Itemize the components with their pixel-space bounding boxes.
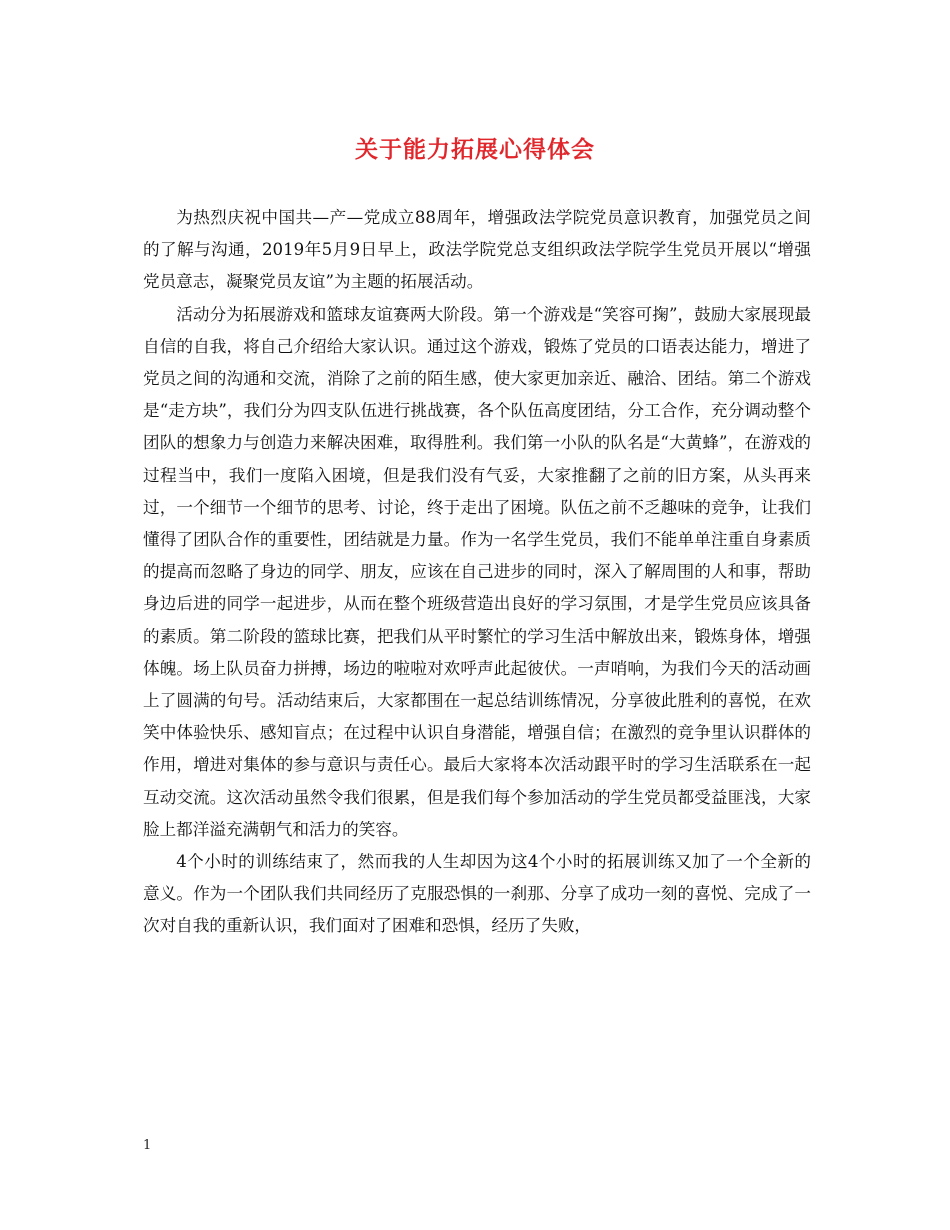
document-title: 关于能力拓展心得体会 [355,137,595,163]
page-number: 1 [143,1138,152,1153]
paragraph-2: 活动分为拓展游戏和篮球友谊赛两大阶段。第一个游戏是“笑容可掬”，鼓励大家展现最自信的自我，将自己介绍给大家认识。通过这个游戏，锻炼了党员的口语表达能力，增进了党员之间的沟通和交流，消除了之前的陌生感，使大家更加亲近、融洽、团结。第二个游戏是“走方块”，我们分为四支队伍进行挑战赛，各个队伍高度团结，分工合作，充分调动整个团队的想象力与创造力来解决困难，取得胜利。我们第一小队的队名是“大黄蜂”，在游戏的过程当中，我们一度陷入困境，但是我们没有气妥，大家推翻了之前的旧方案，从头再来过，一个细节一个细节的思考、讨论，终于走出了困境。队伍之前不乏趣味的竞争，让我们懂得了团队合作的重要性，团结就是力量。作为一名学生党员，我们不能单单注重自身素质的提高而忽略了身边的同学、朋友，应该在自己进步的同时，深入了解周围的人和事，帮助身边后进的同学一起进步，从而在整个班级营造出良好的学习氛围，才是学生党员应该具备的素质。第二阶段的篮球比赛，把我们从平时繁忙的学习生活中解放出来，锻炼身体，增强体魄。场上队员奋力拼搏，场边的啦啦对欢呼声此起彼伏。一声哨响，为我们今天的活动画上了圆满的句号。活动结束后，大家都围在一起总结训练情况，分享彼此胜利的喜悦，在欢笑中体验快乐、感知盲点；在过程中认识自身潜能，增强自信；在激烈的竞争里认识群体的作用，增进对集体的参与意识与责任心。最后大家将本次活动跟平时的学习生活联系在一起互动交流。这次活动虽然令我们很累，但是我们每个参加活动的学生党员都受益匪浅，大家脸上都洋溢充满朝气和活力的笑容。 [143,304,811,839]
paragraph-3: 4个小时的训练结束了，然而我的人生却因为这4个小时的拓展训练又加了一个全新的意义。作为一个团队我们共同经历了克服恐惧的一刹那、分享了成功一刻的喜悦、完成了一次对自我的重新认识，我们面对了困难和恐惧，经历了失败， [143,852,811,936]
document-body [143,202,811,943]
paragraph-1: 为热烈庆祝中国共—产—党成立88周年，增强政法学院党员意识教育，加强党员之间的了解与沟通，2019年5月9日早上，政法学院党总支组织政法学院学生党员开展以“增强党员意志，凝聚党员友谊”为主题的拓展活动。 [143,208,811,292]
